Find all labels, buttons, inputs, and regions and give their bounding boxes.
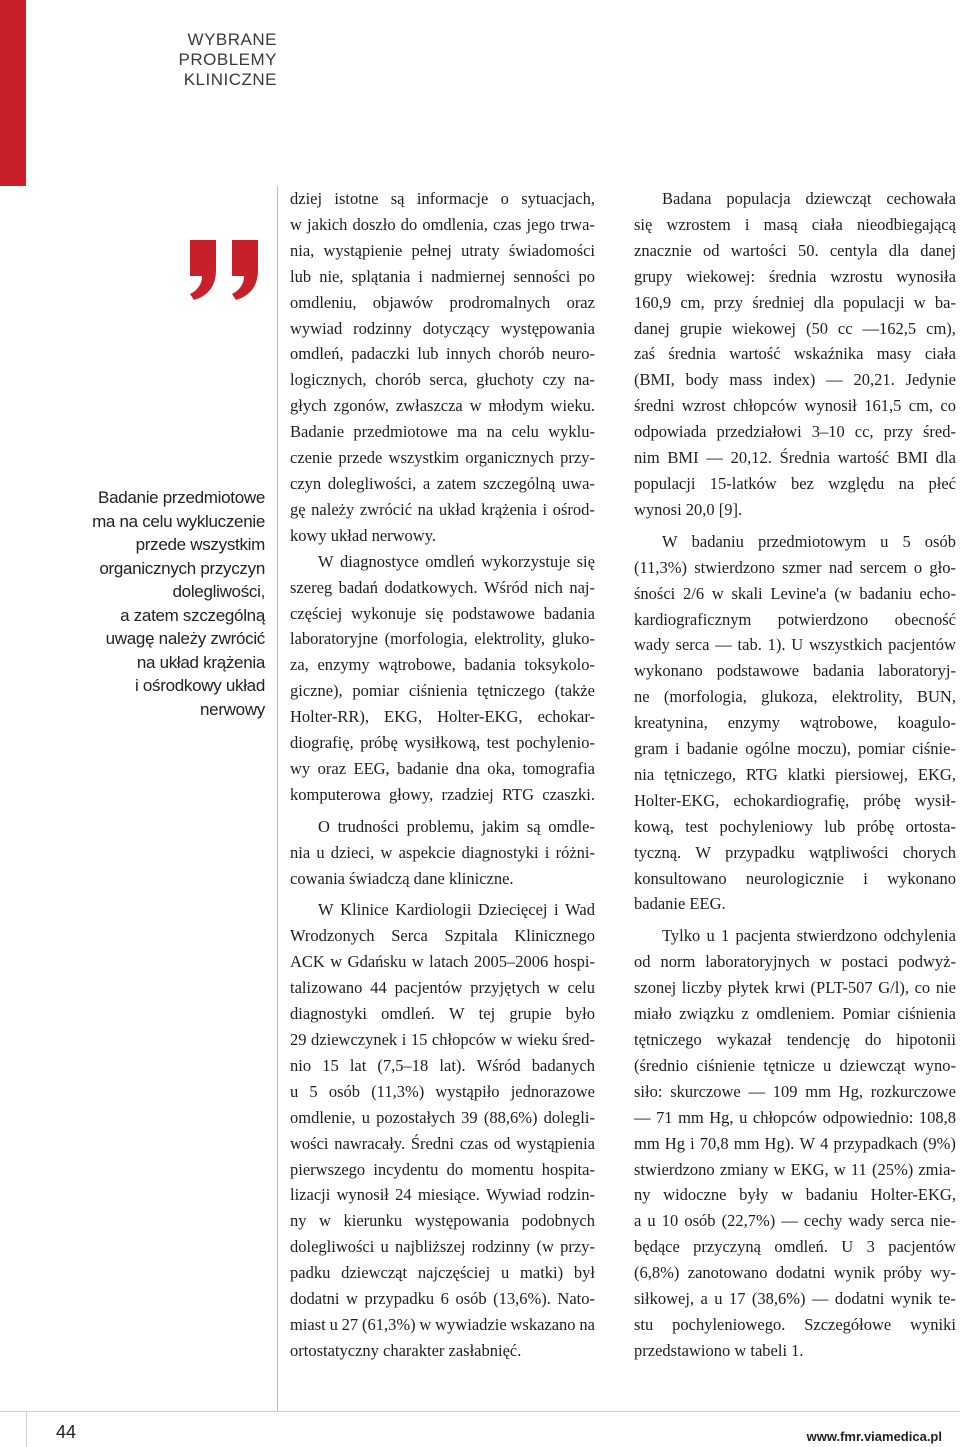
text-line: 160,9 cm, przy średniej dla populacji w ba- bbox=[634, 292, 956, 312]
text-line: wywiad rodzinny dotyczący występowania bbox=[290, 318, 595, 338]
text-line: śności 2/6 w skali Levine'a (w badaniu echo- bbox=[634, 583, 956, 603]
footer-rule bbox=[0, 1411, 960, 1412]
text-line: nia u dzieci, w aspekcie diagnostyki i różni- bbox=[290, 842, 595, 862]
pull-quote-line: dolegliwości, bbox=[172, 582, 265, 601]
text-column-right bbox=[634, 186, 956, 1364]
text-line: danej grupie wiekowej (50 cc —162,5 cm), bbox=[634, 318, 956, 338]
text-line: przedstawiono w tabeli 1. bbox=[634, 1340, 804, 1360]
text-line: siłkowej, a u 17 (38,6%) — dodatni wynik te- bbox=[634, 1289, 956, 1309]
text-line: gę należy zwrócić na układ krążenia i ośrod- bbox=[290, 499, 595, 519]
text-line: Badanie przedmiotowe ma na celu wyklu- bbox=[290, 422, 595, 442]
text-line: szereg badań dodatkowych. Wśród nich naj- bbox=[290, 577, 595, 597]
column-divider bbox=[277, 186, 278, 1411]
text-line: a u 10 osób (22,7%) — cechy wady serca nie- bbox=[634, 1211, 956, 1231]
section-label bbox=[37, 30, 277, 90]
text-line: miało związku z omdleniem. Pomiar ciśnienia bbox=[634, 1004, 956, 1024]
pull-quote-line: a zatem szczególną bbox=[120, 605, 265, 625]
text-line: Badana populacja dziewcząt cechowała bbox=[662, 189, 956, 208]
text-line: nia, wystąpienie pełnej utraty świadomości bbox=[290, 240, 595, 260]
text-line: konsultowano neurologicznie i wykonano bbox=[634, 868, 956, 888]
website-url[interactable]: www.fmr.viamedica.pl bbox=[806, 1429, 942, 1444]
text-line: nim BMI — 20,12. Średnia wartość BMI dla bbox=[634, 448, 956, 468]
text-line: szonej liczby płytek krwi (PLT-507 G/l), co nie bbox=[634, 978, 956, 998]
text-line: (średnio ciśnienie tętnicze u dziewcząt wyno- bbox=[634, 1055, 956, 1075]
pull-quote-line: Badanie przedmiotowe bbox=[98, 488, 265, 507]
text-line: czyn dolegliwości, a zatem szczególną uwa- bbox=[290, 473, 595, 493]
text-column-left bbox=[290, 186, 595, 1364]
text-line: Tylko u 1 pacjenta stwierdzono odchylenia bbox=[662, 926, 956, 946]
text-line: nio 15 lat (7,5–18 lat). Wśród badanych bbox=[290, 1055, 595, 1075]
pull-quote-line: nerwowy bbox=[200, 699, 265, 719]
pull-quote-line: organicznych przyczyn bbox=[99, 558, 265, 578]
text-line: W diagnostyce omdleń wykorzystuje się bbox=[318, 551, 595, 571]
text-line: padku dziewcząt najczęściej u matki) był bbox=[290, 1263, 595, 1283]
text-line: stwierdzono zmiany w EKG, w 11 (25%) zmia- bbox=[634, 1159, 956, 1179]
text-line: dolegliwości u najbliższej rodzinny (w przy- bbox=[290, 1237, 595, 1257]
text-line: wości nawracały. Średni czas od wystąpienia bbox=[290, 1133, 595, 1153]
text-line: ortostatyczny charakter zasłabnięć. bbox=[290, 1340, 522, 1360]
text-line: u 5 osób (11,3%) wystąpiło jednorazowe bbox=[290, 1081, 595, 1101]
text-line: (11,3%) stwierdzono szmer nad sercem o gło- bbox=[634, 557, 956, 577]
text-line: diografię, próbę wysiłkową, test pochylenio- bbox=[290, 733, 595, 753]
accent-bar bbox=[0, 0, 26, 186]
text-line: Holter-EKG, echokardiografię, próbę wysił- bbox=[634, 790, 956, 810]
text-line: O trudności problemu, jakim są omdle- bbox=[318, 816, 595, 836]
pull-quote-line: uwagę należy zwrócić bbox=[105, 629, 265, 648]
footer-rule-vertical bbox=[26, 1411, 27, 1447]
text-line: odpowiada przedziałowi 3–10 cc, przy śred- bbox=[634, 422, 956, 442]
text-line: omdleń, padaczki lub innych chorób neuro- bbox=[290, 344, 595, 364]
text-line: gram i badanie ogólne moczu), pomiar ciśnie- bbox=[634, 739, 956, 759]
text-line: kowy układ nerwowy. bbox=[290, 525, 437, 545]
text-line: będące przyczyną omdleń. U 3 pacjentów bbox=[634, 1237, 956, 1257]
text-line: głych zgonów, zwłaszcza w młodym wieku. bbox=[290, 396, 595, 416]
pull-quote-line: przede wszystkim bbox=[135, 535, 265, 554]
text-line: dziej istotne są informacje o sytuacjach, bbox=[290, 189, 595, 208]
text-line: 29 dziewczynek i 15 chłopców w wieku śred- bbox=[290, 1030, 595, 1049]
text-line: omdleniu, objawów prodromalnych oraz bbox=[290, 292, 595, 312]
text-line: mm Hg i 70,8 mm Hg). W 4 przypadkach (9%) bbox=[634, 1133, 956, 1153]
text-line: ny w kierunku występowania podobnych bbox=[290, 1211, 595, 1231]
text-line: wady serca — tab. 1). U wszystkich pacjentów bbox=[634, 635, 956, 655]
text-line: Holter-RR), EKG, Holter-EKG, echokar- bbox=[290, 707, 595, 727]
text-line: omdlenie, u pozostałych 39 (88,6%) dolegli- bbox=[290, 1107, 595, 1127]
text-line: się wzrostem i masą ciała nieodbiegającą bbox=[634, 214, 956, 234]
section-label-line: WYBRANE bbox=[187, 30, 277, 49]
text-line: badanie EEG. bbox=[634, 894, 726, 914]
text-line: częściej wykonuje się podstawowe badania bbox=[290, 603, 595, 623]
text-line: nia tętniczego, RTG klatki piersiowej, EKG, bbox=[634, 764, 956, 784]
text-line: logicznych, chorób serca, głuchoty czy na- bbox=[290, 370, 595, 390]
text-line: diagnostyki omdleń. W tej grupie było bbox=[290, 1004, 595, 1024]
text-line: zaś średnia wartość wskaźnika masy ciała bbox=[634, 344, 956, 364]
text-line: lub nie, splątania i nadmiernej senności po bbox=[290, 266, 595, 286]
text-line: komputerowa głowy, rzadziej RTG czaszki. bbox=[290, 784, 595, 804]
text-line: ACK w Gdańsku w latach 2005–2006 hospi- bbox=[290, 952, 595, 972]
section-label-line: PROBLEMY bbox=[178, 50, 277, 69]
text-line: (BMI, body mass index) — 20,21. Jedynie bbox=[634, 370, 956, 390]
text-line: — 71 mm Hg, u chłopców odpowiednio: 108,8 bbox=[634, 1107, 956, 1127]
text-line: laboratoryjne (morfologia, elektrolity, gluko- bbox=[290, 629, 595, 649]
pull-quote-line: i ośrodkowy układ bbox=[134, 676, 265, 695]
text-line: stu pochyleniowego. Szczegółowe wyniki bbox=[634, 1314, 956, 1334]
text-line: pierwszego incydentu do momentu hospita- bbox=[290, 1159, 595, 1179]
text-line: wy oraz EEG, badanie dna oka, tomografia bbox=[290, 758, 595, 778]
text-line: populacji 15-latków bez względu na płeć bbox=[634, 473, 956, 493]
text-line: od norm laboratoryjnych w postaci podwyż- bbox=[634, 952, 956, 972]
text-line: ne (morfologia, glukoza, elektrolity, BUN, bbox=[634, 687, 956, 707]
pull-quote-line: ma na celu wykluczenie bbox=[92, 511, 265, 531]
pull-quote-line: na układ krążenia bbox=[136, 652, 265, 672]
text-line: kreatynina, enzymy wątrobowe, koagulo- bbox=[634, 713, 956, 733]
text-line: miast u 27 (61,3%) w wywiadzie wskazano na bbox=[290, 1314, 595, 1334]
section-label-line: KLINICZNE bbox=[183, 70, 277, 89]
text-line: ny widoczne były w badaniu Holter-EKG, bbox=[634, 1185, 956, 1205]
text-line: średni wzrost chłopców wynosił 161,5 cm, co bbox=[634, 396, 956, 416]
text-line: (6,8%) zanotowano dodatni wynik próby wy- bbox=[634, 1263, 956, 1283]
page-number: 44 bbox=[56, 1422, 77, 1442]
text-line: wynosi 20,0 [9]. bbox=[634, 499, 743, 519]
pull-quote bbox=[20, 486, 265, 721]
text-line: kową, test pochyleniowy lub próbę ortosta- bbox=[634, 816, 956, 836]
text-line: W badaniu przedmiotowym u 5 osób bbox=[662, 531, 956, 551]
text-line: siło: skurczowe — 109 mm Hg, rozkurczowe bbox=[634, 1081, 956, 1101]
text-line: w jakich doszło do omdlenia, czas jego trwa- bbox=[290, 214, 595, 234]
text-line: giczne), pomiar ciśnienia tętniczego (także bbox=[290, 681, 595, 701]
text-line: za, enzymy wątrobowe, badania toksykolo- bbox=[290, 655, 595, 675]
text-line: tętniczego wykazał tendencję do hipotonii bbox=[634, 1030, 956, 1049]
text-line: W Klinice Kardiologii Dziecięcej i Wad bbox=[318, 900, 595, 920]
text-line: wykonano podstawowe badania laboratoryj- bbox=[634, 661, 956, 681]
text-line: kardiograficznym potwierdzono obecność bbox=[634, 609, 956, 629]
text-line: tyczną. W przypadku wątpliwości chorych bbox=[634, 842, 956, 862]
text-line: Wrodzonych Serca Szpitala Klinicznego bbox=[290, 926, 595, 946]
text-line: dodatni w przypadku 6 osób (13,6%). Nato- bbox=[290, 1289, 595, 1309]
quote-mark-icon bbox=[186, 240, 266, 300]
text-line: znacznie od wartości 50. centyla dla danej bbox=[634, 240, 956, 260]
text-line: czenie przede wszystkim organicznych przy- bbox=[290, 448, 595, 468]
text-line: talizowano 44 pacjentów przyjętych w celu bbox=[290, 978, 595, 998]
text-line: grupy wiekowej: średnia wzrostu wynosiła bbox=[634, 266, 956, 286]
text-line: lizacji wynosił 24 miesiące. Wywiad rodzin- bbox=[290, 1185, 595, 1205]
text-line: cowania świadczą dane kliniczne. bbox=[290, 868, 514, 888]
